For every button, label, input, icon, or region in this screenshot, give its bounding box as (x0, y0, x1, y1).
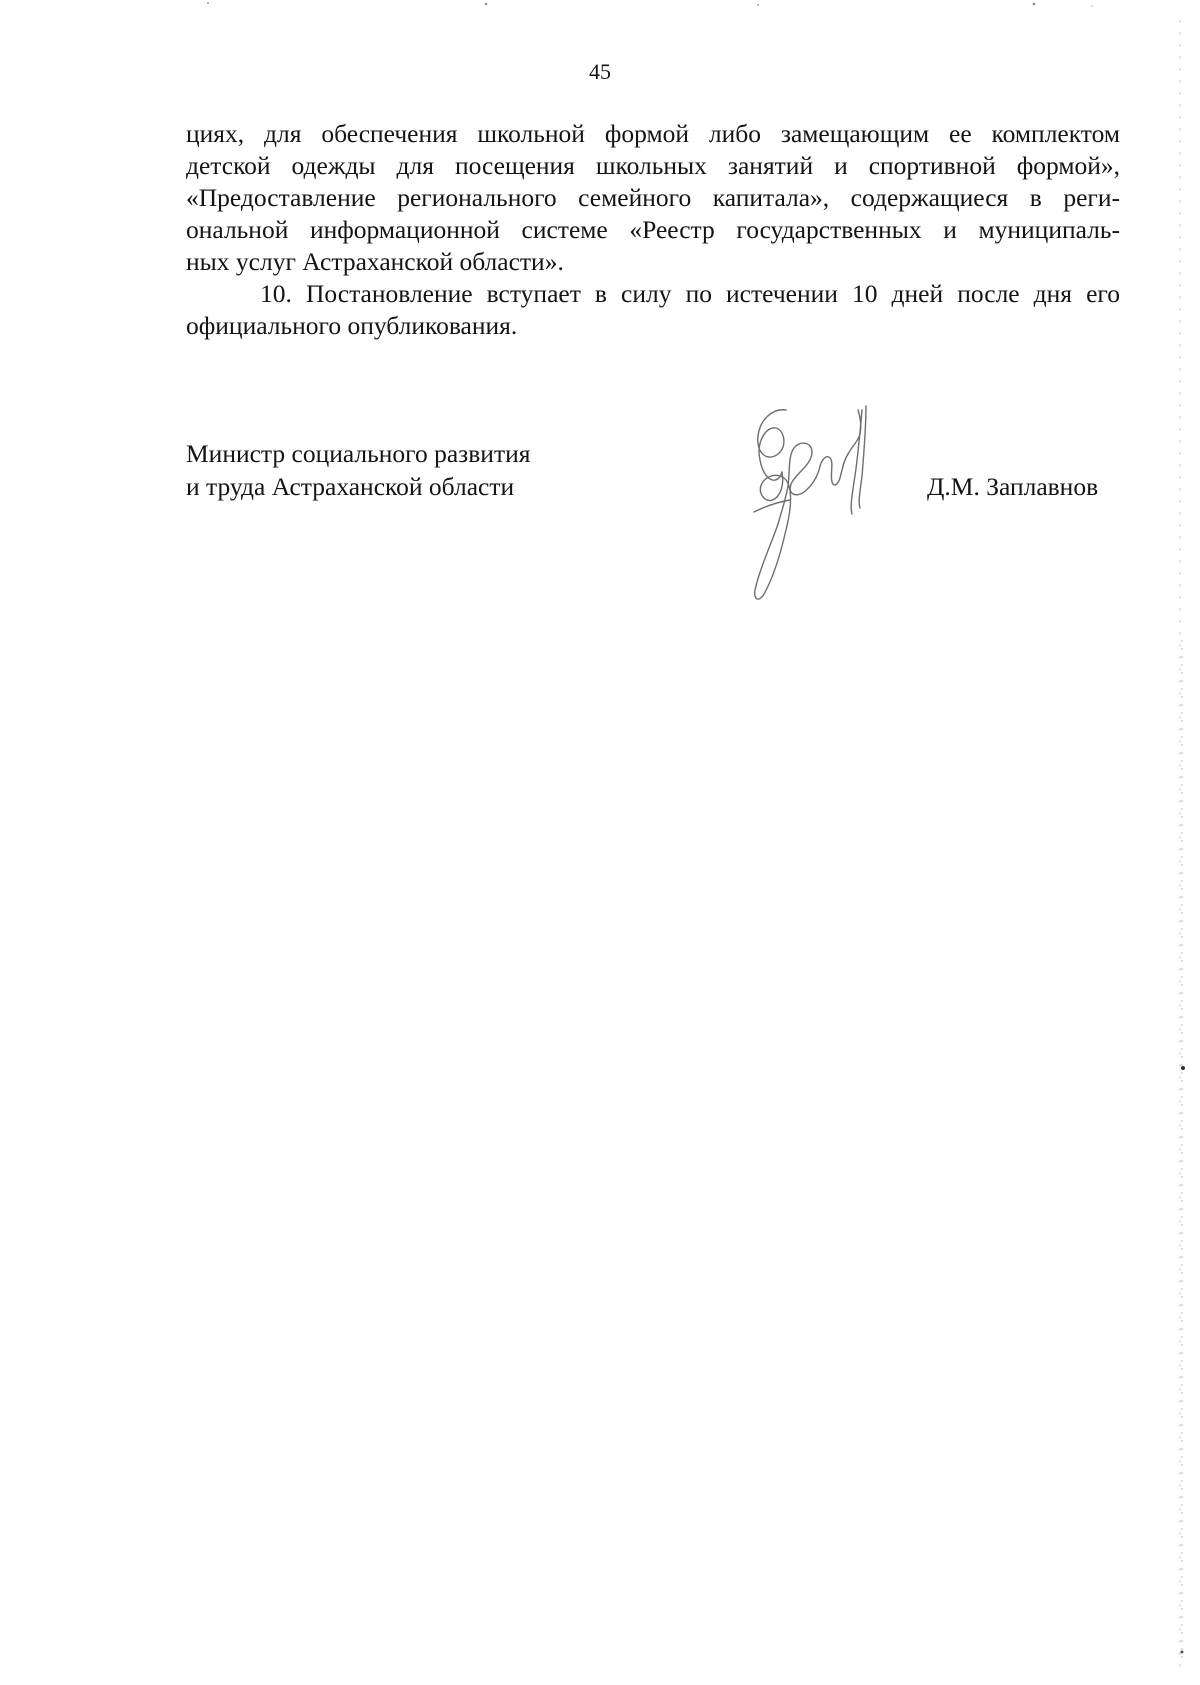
text-line: 10. Постановление вступает в силу по истечении 10 дней после дня его (260, 279, 1120, 308)
text-line: официального опубликования. (186, 311, 518, 340)
paragraph-item-10 (186, 278, 1120, 342)
position-line: и труда Астраханской области (186, 472, 515, 501)
page-number: 45 (589, 59, 611, 84)
text-line: ных услуг Астраханской области». (186, 247, 564, 276)
text-line: детской одежды для посещения школьных занятий и спортивной формой», (186, 151, 1120, 180)
handwritten-signature-icon (742, 402, 912, 612)
position-line: Министр социального развития (186, 439, 531, 468)
scan-edge-right (1176, 0, 1200, 1685)
signatory-position (186, 437, 646, 503)
text-line: циях, для обеспечения школьной формой либо замещающим ее комплектом (186, 119, 1120, 148)
text-line: «Предоставление регионального семейного капитала», содержащиеся в реги- (186, 183, 1120, 212)
paragraph-continuation (186, 118, 1120, 278)
scan-noise-top (0, 0, 1200, 12)
text-line: ональной информационной системе «Реестр государственных и муниципаль- (186, 215, 1120, 244)
signer-name: Д.М. Заплавнов (927, 472, 1099, 501)
